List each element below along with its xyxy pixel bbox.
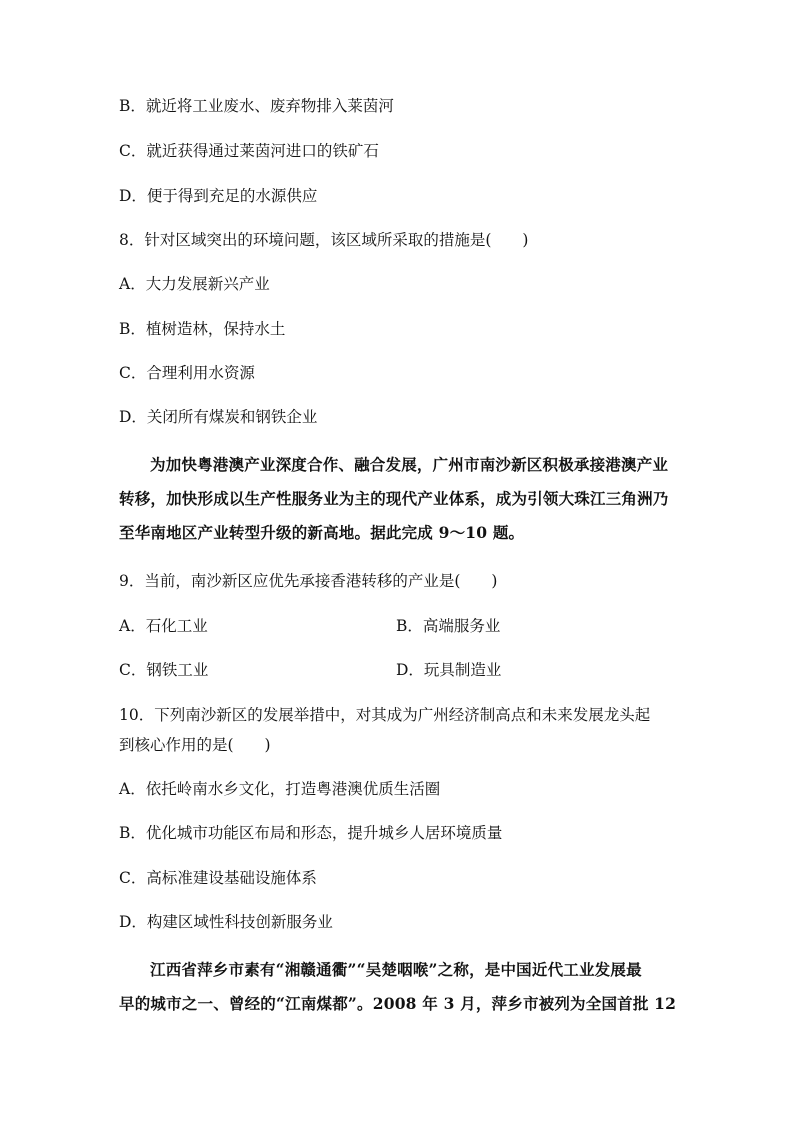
q7-option-d: D．便于得到充足的水源供应 xyxy=(119,187,318,205)
q9-option-c: C．钢铁工业 xyxy=(119,661,209,679)
passage-next-line-1: 江西省萍乡市素有“湘赣通衢”“吴楚咽喉”之称，是中国近代工业发展最 xyxy=(150,960,642,979)
q8-option-a: A．大力发展新兴产业 xyxy=(119,275,270,293)
q7-option-b: B．就近将工业废水、废弃物排入莱茵河 xyxy=(119,97,394,115)
q8-stem: 8．针对区域突出的环境问题，该区域所采取的措施是( ) xyxy=(119,231,529,249)
passage-next-line-2: 早的城市之一、曾经的“江南煤都”。2008 年 3 月，萍乡市被列为全国首批 12 xyxy=(119,994,677,1013)
passage-9-10-line-1: 为加快粤港澳产业深度合作、融合发展，广州市南沙新区积极承接港澳产业 xyxy=(150,455,669,474)
q9-option-a: A．石化工业 xyxy=(119,617,208,635)
q8-option-d: D．关闭所有煤炭和钢铁企业 xyxy=(119,408,318,426)
q7-option-c: C．就近获得通过莱茵河进口的铁矿石 xyxy=(119,142,379,160)
q8-option-b: B．植树造林，保持水土 xyxy=(119,320,286,338)
q10-option-c: C．高标准建设基础设施体系 xyxy=(119,869,317,887)
passage-9-10-line-3: 至华南地区产业转型升级的新高地。据此完成 9～10 题。 xyxy=(119,523,525,542)
q10-stem-line-2: 到核心作用的是( ) xyxy=(119,736,271,754)
q10-option-d: D．构建区域性科技创新服务业 xyxy=(119,913,333,931)
q10-option-b: B．优化城市功能区布局和形态，提升城乡人居环境质量 xyxy=(119,824,503,842)
passage-9-10-line-2: 转移，加快形成以生产性服务业为主的现代产业体系，成为引领大珠江三角洲乃 xyxy=(119,489,669,508)
q9-option-b: B．高端服务业 xyxy=(396,617,501,635)
q10-stem-line-1: 10．下列南沙新区的发展举措中，对其成为广州经济制高点和未来发展龙头起 xyxy=(119,706,651,724)
q8-option-c: C．合理利用水资源 xyxy=(119,364,255,382)
q9-option-d: D．玩具制造业 xyxy=(396,661,502,679)
q10-option-a: A．依托岭南水乡文化，打造粤港澳优质生活圈 xyxy=(119,780,441,798)
q9-stem: 9．当前，南沙新区应优先承接香港转移的产业是( ) xyxy=(119,572,498,590)
